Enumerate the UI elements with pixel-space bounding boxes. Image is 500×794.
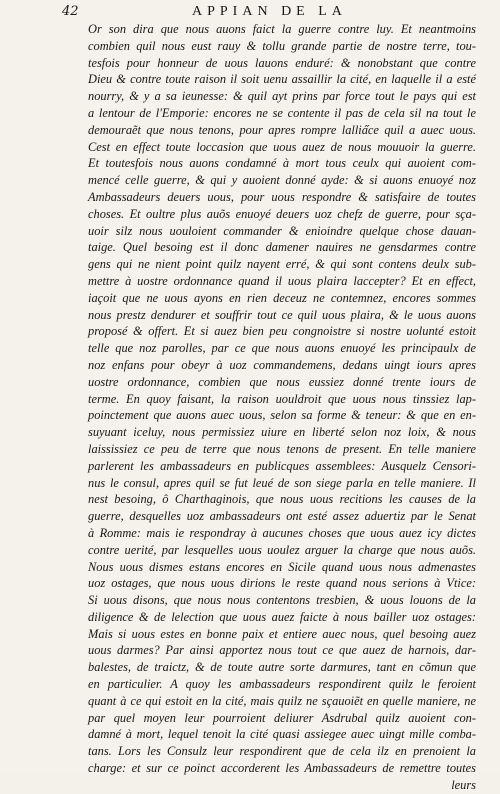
text-line: mencé celle guerre, & qui y auoient donné ayde: & si auons enuoyé noz (88, 173, 476, 188)
text-line: guerre, desquelles uoz ambassadeurs ont esté assez aduertiz par le Senat (88, 509, 476, 524)
text-line: Mais si uous estes en bonne paix et entiere auec nous, quel besoing auez (88, 626, 476, 641)
text-line: tans. Lors les Consulz leur respondirent que de cela ilz en prenoient la (88, 744, 476, 759)
text-line: proposé & offert. Et si auez bien peu congnoistre si nostre uolunté estoit (88, 324, 476, 339)
text-line: uous darmes? Par ainsi apportez nous tout ce que auez de harnois, dar- (88, 643, 476, 658)
text-line: uoir silz nous uouloient commander & enioindre quelque chose dauan- (88, 223, 476, 238)
text-line: charge: et sur ce poinct accorderent les Ambassadeurs de remettre toutes (88, 761, 476, 776)
text-line: Dieu & contre toute raison il soit uenu assaillir la cité, en laquelle il a esté (88, 72, 476, 87)
text-line: à Romme: mais ie respondray à aucunes choses que uous auez icy dictes (88, 525, 476, 540)
text-line: diligence & de lelection que uous auez faicte à nous bailler uoz ostages: (88, 609, 476, 624)
text-line: telle que noz parolles, par ce que nous auons enuoyé les principaulx de (88, 341, 476, 356)
text-line: quant à ce qui estoit en la cité, mais quilz ne sçauoiẽt en quelle maniere, ne (88, 693, 476, 708)
page-number: 42 (62, 4, 79, 19)
text-line: balestes, de traictz, & de toute autre sorte darmures, tant en cõmun que (88, 660, 476, 675)
text-line: parlerent les ambassadeurs en publicques assemblees: Ausquelz Censori- (88, 458, 476, 473)
text-line: uostre ordonnance, combien que nous eussiez donné trente iours de (88, 374, 476, 389)
text-line: Or son dira que nous auons faict la guerre contre luy. Et neantmoins (88, 22, 476, 36)
text-line: Et toutesfois nous auons condamné à mort tous ceulx qui auoient com- (88, 156, 476, 171)
text-line: terme. En quoy faisant, la raison uouldroit que uous nous tinssiez lap- (88, 391, 476, 406)
text-line: Si uous disons, que nous nous contentons tresbien, & uous louons de la (88, 593, 476, 608)
text-line: Ambassadeurs deuers uous, pour uous respondre & satisfaire de toutes (88, 189, 476, 204)
text-line: Cest en effect toute loccasion que uous auez de nous mouuoir la guerre. (88, 139, 476, 154)
text-line: noz enfans pour obeyr à uoz commandemens, dedans uingt iours apres (88, 357, 476, 372)
body-text (88, 21, 476, 794)
text-line: nourry, & y a sa ieunesse: & quil ayt prins par force tout le pays qui est (88, 89, 476, 104)
text-line: taige. Quel besoing est il donc damener nauires ne gensdarmes contre (88, 240, 476, 255)
text-line: uoz ostages, que nous uous dirions le reste quand nous serions à Vtice: (88, 576, 476, 591)
text-line: nus le consul, apres quil se fut leué de son siege parla en telle maniere. Il (88, 475, 476, 490)
text-line: Nous uous dismes estans encores en Sicile quand uous nous admenastes (88, 559, 476, 574)
text-line: suyuant iceluy, nous permissiez uiure en liberté selon noz loix, & nous (88, 425, 476, 440)
text-line: gens qui ne nient point quilz nayent erré, & qui sont contens deulx sub- (88, 257, 476, 272)
text-line: en particulier. A quoy les ambassadeurs respondirent quilz le feroient (88, 677, 476, 692)
running-title: APPIAN DE LA (192, 4, 347, 19)
text-line: nest besoing, ô Charthaginois, que nous uous recitions les causes de la (88, 492, 476, 507)
text-line: iaçoit que ne uous ayons en rien deceuz ne contemnez, encores sommes (88, 290, 476, 305)
text-line: a lentour de l'Emporie: encores ne se contente il pas de cela sil na tout le (88, 105, 476, 120)
text-line: leurs (451, 777, 476, 792)
text-line: nous prestz dendurer et souffrir tout ce quil uous plaira, & le uous auons (88, 307, 476, 322)
text-line: demouraẽt que nous tenons, pour apres rompre lallia̋ce quil a auec uous. (88, 122, 476, 137)
text-line: damné à mort, lequel tenoit la cité quasi assiegee auec uingt mille comba- (88, 727, 476, 742)
text-line: combien quil nous eust rauy & tollu grande partie de nostre terre, tou- (88, 38, 476, 53)
text-line: mettre à uostre ordonnance quand il uous plaira laccepter? Et en effect, (88, 273, 476, 288)
text-line: contre uerité, par lesquelles uous uoulez arguer la charge que nous auõs. (88, 542, 476, 557)
text-line: choses. Et oultre plus auõs enuoyé deuers uoz chefz de guerre, pour sça- (88, 206, 476, 221)
text-line: par quel moyen leur pourroient deliurer Asdrubal quilz auoient con- (88, 710, 476, 725)
text-line: laississiez ce peu de terre que nous tenons de present. En telle maniere (88, 441, 476, 456)
text-line: tesfois pour honneur de uous lauons enduré: & nonobstant que contre (88, 55, 476, 70)
text-line: poinctement que auons auec uous, selon sa forme & teneur: & que en en- (88, 408, 476, 423)
